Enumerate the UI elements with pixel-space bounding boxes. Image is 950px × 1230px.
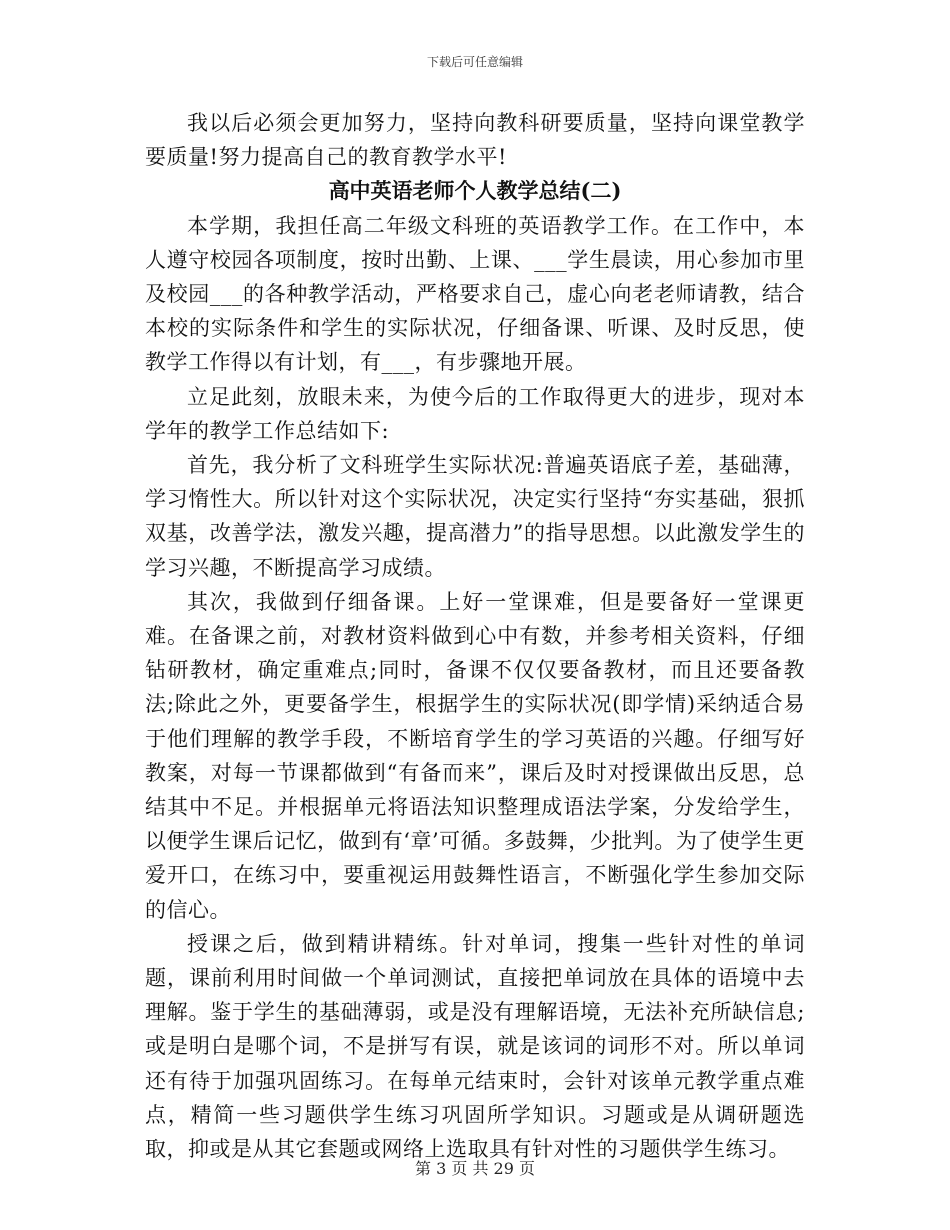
section-title: 高中英语老师个人教学总结(二) xyxy=(328,178,622,204)
page-number: 第 3 页 共 29 页 xyxy=(415,1159,535,1178)
paragraph-practice: 授课之后，做到精讲精练。针对单词，搜集一些针对性的单词题，课前利用时间做一个单词测试，直接把单词放在具体的语境中去理解。鉴于学生的基础薄弱，或是没有理解语境，无法补充所缺信息;或是明白是哪个词，不是拼写有误，就是该词的词形不对。所以单词还有待于加强巩固练习。在每单元结束时，会针对该单元教学重点难点，精简一些习题供学生练习巩固所学知识。习题或是从调研题选取，抑或是从其它套题或网络上选取具有针对性的习题供学生练习。 xyxy=(145,931,805,1162)
paragraph-overview: 立足此刻，放眼未来，为使今后的工作取得更大的进步，现对本学年的教学工作总结如下: xyxy=(145,384,805,443)
page-header-note: 下载后可任意编辑 xyxy=(426,55,523,69)
document-body xyxy=(145,106,805,1166)
paragraph-intro: 本学期，我担任高二年级文科班的英语教学工作。在工作中，本人遵守校园各项制度，按时出勤、上课、___学生晨读，用心参加市里及校园___的各种教学活动，严格要求自己，虚心向老老师请教，结合本校的实际条件和学生的实际状况，仔细备课、听课、及时反思，使教学工作得以有计划，有___，有步骤地开展。 xyxy=(145,213,805,375)
paragraph-preparation: 其次，我做到仔细备课。上好一堂课难，但是要备好一堂课更难。在备课之前，对教材资料做到心中有数，并参考相关资料，仔细钻研教材，确定重难点;同时，备课不仅仅要备教材，而且还要备教法;除此之外，更要备学生，根据学生的实际状况(即学情)采纳适合易于他们理解的教学手段，不断培育学生的学习英语的兴趣。仔细写好教案，对每一节课都做到“有备而来”，课后及时对授课做出反思，总结其中不足。并根据单元将语法知识整理成语法学案，分发给学生，以便学生课后记忆，做到有‘章’可循。多鼓舞，少批判。为了使学生更爱开口，在练习中，要重视运用鼓舞性语言，不断强化学生参加交际的信心。 xyxy=(145,589,805,922)
paragraph-continuation: 我以后必须会更加努力，坚持向教科研要质量，坚持向课堂教学要质量!努力提高自己的教育教学水平! xyxy=(145,111,805,170)
paragraph-analysis: 首先，我分析了文科班学生实际状况:普遍英语底子差，基础薄，学习惰性大。所以针对这个实际状况，决定实行坚持“夯实基础，狠抓双基，改善学法，激发兴趣，提高潜力”的指导思想。以此激发学生的学习兴趣，不断提高学习成绩。 xyxy=(145,453,805,580)
